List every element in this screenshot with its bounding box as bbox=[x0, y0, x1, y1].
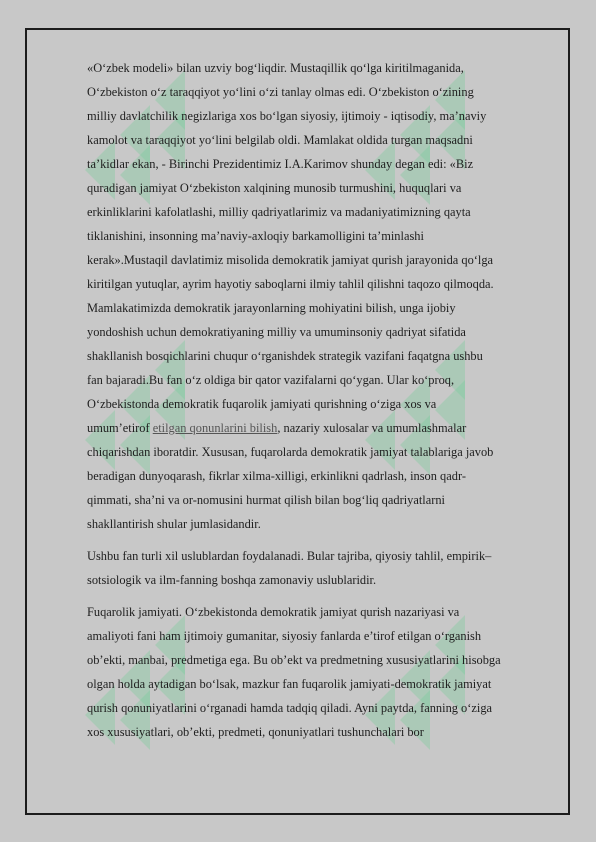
text-line: shakllantirish shular jumlasidandir. bbox=[87, 517, 261, 531]
text-line: quradigan jamiyat O‘zbekiston xalqining munosib turmushini, huquqlari va bbox=[87, 181, 462, 195]
text-line: O‘zbekiston o‘z taraqqiyot yo‘lini o‘zi tanlay olmas edi. O‘zbekiston o‘zining bbox=[87, 85, 474, 99]
paragraph-2 bbox=[87, 544, 557, 592]
text-line: xos xususiyatlari, ob’ekti, predmeti, qonuniyatlari tushunchalari bor bbox=[87, 725, 424, 739]
document-body bbox=[87, 56, 557, 752]
text-line-with-link bbox=[87, 416, 557, 440]
inline-link[interactable]: etilgan qonunlarini bilish bbox=[152, 421, 278, 435]
text-line: kiritilgan yutuqlar, ayrim hayotiy saboqlarni ilmiy tahlil qilishni taqozo qilmoqda. bbox=[87, 277, 494, 291]
link-line-before: umum’etirof bbox=[87, 421, 153, 435]
link-line-after: , nazariy xulosalar va umumlashmalar bbox=[277, 421, 467, 435]
text-line: shakllanish bosqichlarini chuqur o‘rganishdek strategik vazifani faqatgna ushbu bbox=[87, 349, 483, 363]
paragraph-1 bbox=[87, 56, 557, 536]
text-line: qurish qonuniyatlarini o‘rganadi hamda tadqiq qiladi. Ayni paytda, fanning o‘ziga bbox=[87, 701, 493, 715]
text-line: Fuqarolik jamiyati. O‘zbekistonda demokratik jamiyat qurish nazariyasi va bbox=[87, 605, 460, 619]
text-line: erkinliklarini kafolatlashi, milliy qadriyatlarimiz va madaniyatimizning qayta bbox=[87, 205, 471, 219]
text-line: yondoshish uchun demokratiyaning milliy va umuminsoniy qadriyat sifatida bbox=[87, 325, 466, 339]
text-line: ob’ekti, manbai, predmetiga ega. Bu ob’ekt va predmetning xususiyatlarini hisobga bbox=[87, 653, 501, 667]
text-line: Mamlakatimizda demokratik jarayonlarning mohiyatini bilish, unga ijobiy bbox=[87, 301, 456, 315]
text-line: ta’kidlar ekan, - Birinchi Prezidentimiz I.A.Karimov shunday degan edi: «Biz bbox=[87, 157, 474, 171]
text-line: tiklanishini, insonning ma’naviy-axloqiy barkamolligini ta’minlashi bbox=[87, 229, 424, 243]
text-line: sotsiologik va ilm-fanning boshqa zamonaviy uslublaridir. bbox=[87, 573, 377, 587]
text-line: kamolot va taraqqiyot yo‘lini belgilab oldi. Mamlakat oldida turgan maqsadni bbox=[87, 133, 473, 147]
text-line: «O‘zbek modeli» bilan uzviy bog‘liqdir. Mustaqillik qo‘lga kiritilmaganida, bbox=[87, 61, 464, 75]
text-line: fan bajaradi.Bu fan o‘z oldiga bir qator vazifalarni qo‘ygan. Ular ko‘proq, bbox=[87, 373, 455, 387]
text-line: beradigan dunyoqarash, fikrlar xilma-xilligi, erkinlikni qadrlash, inson qadr- bbox=[87, 469, 466, 483]
text-line: O‘zbekistonda demokratik fuqarolik jamiyati qurishning o‘ziga xos va bbox=[87, 397, 437, 411]
text-line: olgan holda aytadigan bo‘lsak, mazkur fan fuqarolik jamiyati-demokratik jamiyat bbox=[87, 677, 492, 691]
paragraph-3 bbox=[87, 600, 557, 744]
text-line: Ushbu fan turli xil uslublardan foydalanadi. Bular tajriba, qiyosiy tahlil, empirik– bbox=[87, 549, 492, 563]
text-line: milliy davlatchilik negizlariga xos bo‘lgan siyosiy, ijtimoiy - iqtisodiy, ma’naviy bbox=[87, 109, 487, 123]
text-line: qimmati, sha’ni va or-nomusini hurmat qilish bilan bog‘liq qadriyatlarni bbox=[87, 493, 445, 507]
text-line: amaliyoti fani ham ijtimoiy gumanitar, siyosiy fanlarda e’tirof etilgan o‘rganish bbox=[87, 629, 482, 643]
text-line: chiqarishdan iboratdir. Xususan, fuqarolarda demokratik jamiyat talablariga javob bbox=[87, 445, 494, 459]
text-line: kerak».Mustaqil davlatimiz misolida demokratik jamiyat qurish jarayonida qo‘lga bbox=[87, 253, 494, 267]
